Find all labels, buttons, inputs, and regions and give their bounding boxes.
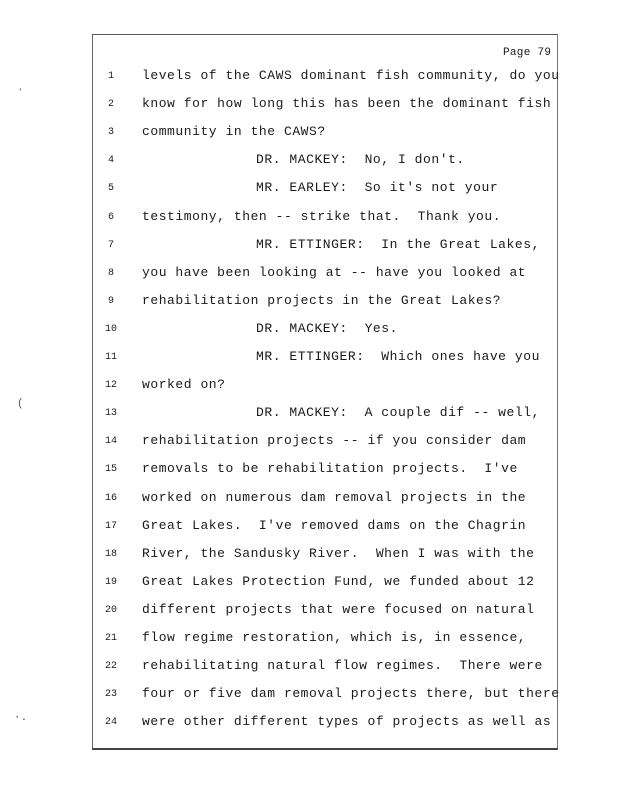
line-number: 2 [107, 99, 114, 111]
line-text: worked on? [142, 377, 226, 393]
scan-mark: ( [17, 398, 24, 410]
line-text: testimony, then -- strike that. Thank you. [142, 208, 502, 224]
scan-mark: ·. [14, 712, 28, 724]
line-text: flow regime restoration, which is, in essence, [142, 630, 527, 645]
transcript-line [0, 629, 618, 649]
line-text: you have been looking at -- have you looked at [142, 264, 527, 280]
line-text: rehabilitation projects in the Great Lakes? [142, 292, 502, 308]
transcript-line [0, 545, 618, 565]
transcript-line [0, 236, 618, 256]
line-number: 15 [104, 464, 117, 476]
line-text: Great Lakes. I've removed dams on the Chagrin [142, 517, 527, 533]
line-number: 6 [107, 211, 114, 223]
transcript-line [0, 123, 618, 143]
line-number: 21 [104, 633, 117, 644]
line-number: 11 [104, 352, 117, 363]
line-text: Great Lakes Protection Fund, we funded about 12 [142, 573, 535, 589]
line-text: four or five dam removal projects there, but there [142, 686, 560, 702]
transcript-line [0, 67, 618, 87]
scan-mark: ʻ [17, 88, 24, 100]
line-number: 13 [104, 408, 117, 420]
transcript-line [0, 713, 618, 733]
transcript-line [0, 264, 618, 284]
line-text: rehabilitation projects -- if you consider dam [142, 433, 527, 449]
line-text: worked on numerous dam removal projects in the [142, 489, 527, 505]
line-text: MR. EARLEY: So it's not your [256, 180, 499, 196]
line-number: 24 [104, 717, 117, 729]
transcript-line [0, 376, 618, 396]
line-text: levels of the CAWS dominant fish community, do you [142, 68, 560, 83]
transcript-line [0, 573, 618, 593]
line-number: 5 [107, 183, 114, 195]
line-number: 7 [107, 239, 114, 251]
transcript-line [0, 460, 618, 480]
line-number: 22 [104, 661, 117, 673]
line-text: MR. ETTINGER: In the Great Lakes, [256, 236, 540, 252]
line-text: know for how long this has been the dominant fish [142, 96, 552, 112]
line-number: 14 [104, 436, 117, 448]
line-number: 1 [107, 71, 114, 82]
transcript-line [0, 432, 618, 452]
line-text: rehabilitating natural flow regimes. There were [142, 658, 543, 674]
transcript-line [0, 208, 618, 228]
line-number: 4 [107, 155, 114, 167]
transcript-line [0, 348, 618, 368]
page-number-label: Page 79 [503, 47, 552, 59]
transcript-line [0, 320, 618, 340]
transcript-line [0, 292, 618, 312]
transcript-line [0, 489, 618, 509]
line-number: 17 [104, 520, 117, 532]
line-text: MR. ETTINGER: Which ones have you [256, 349, 540, 364]
line-number: 16 [104, 492, 117, 504]
transcript-line [0, 657, 618, 677]
transcript-line [0, 685, 618, 705]
line-number: 19 [104, 576, 117, 588]
transcript-line [0, 404, 618, 424]
line-number: 18 [104, 548, 117, 560]
line-number: 10 [104, 323, 117, 335]
line-number: 20 [104, 604, 117, 616]
transcript-line [0, 179, 618, 199]
transcript-line [0, 601, 618, 621]
line-text: River, the Sandusky River. When I was with the [142, 545, 535, 561]
transcript-line [0, 151, 618, 171]
line-number: 8 [107, 267, 114, 279]
transcript-line [0, 95, 618, 115]
line-text: DR. MACKEY: No, I don't. [256, 152, 465, 168]
line-text: DR. MACKEY: A couple dif -- well, [256, 405, 540, 421]
line-text: DR. MACKEY: Yes. [256, 320, 398, 336]
line-text: community in the CAWS? [142, 124, 326, 140]
transcript-line [0, 517, 618, 537]
line-number: 3 [107, 127, 114, 139]
line-text: different projects that were focused on natural [142, 601, 535, 617]
line-text: were other different types of projects as well as [142, 714, 552, 730]
line-text: removals to be rehabilitation projects. I've [142, 461, 518, 477]
line-number: 23 [104, 689, 117, 701]
line-number: 12 [104, 380, 117, 392]
line-number: 9 [107, 295, 114, 307]
